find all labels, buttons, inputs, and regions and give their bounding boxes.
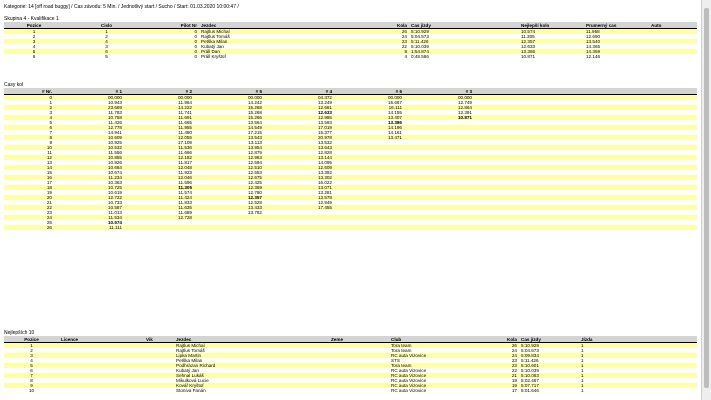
laps-header-1: # 1 [54,88,124,95]
best-cell: Lipka Martin [174,353,329,358]
laps-cell: 10.871 [404,115,474,120]
best-cell: 1 [579,353,697,358]
best-cell: RC auta Vizovice [389,368,489,373]
best-cell: Rajtlus Tomáš [174,348,329,353]
group-cell: 13.540 [584,39,649,44]
best-cell: Podhrázan Richard [174,363,329,368]
best-cell: 9 [4,383,59,388]
laps-cell: 3 [4,110,54,115]
laps-cell: 12.553 [194,170,264,175]
best-cell: RC auta Vizovice [389,388,489,393]
best-cell: 10 [4,388,59,393]
laps-cell: 12.048 [124,165,194,170]
laps-cell: 23.669 [54,105,124,110]
laps-cell: 00.000 [194,95,264,101]
laps-cell: 10.943 [54,100,124,105]
group-cell: Rajtlus Michal [199,29,364,35]
laps-cell: 16 [4,175,54,180]
laps-cell: 12.391 [404,110,474,115]
laps-cell: 13.281 [264,190,334,195]
best-cell: Rajtlus Michal [174,343,329,349]
laps-cell: 12.722 [54,195,124,200]
laps-cell: 00.000 [124,95,194,101]
laps-cell: 0 [4,95,54,101]
laps-cell: 11.817 [124,160,194,165]
best-cell: 5:10.063 [519,373,579,378]
best-cell: 8 [4,378,59,383]
laps-cell: 14.549 [194,125,264,130]
best-cell: Kubatý Jan [174,368,329,373]
laps-cell: 10.532 [54,145,124,150]
group-cell: 0 [149,34,199,39]
vertical-scrollbar[interactable] [701,0,711,400]
laps-cell: 13.144 [264,155,334,160]
laps-cell: 12.985 [264,115,334,120]
group-cell: 0 [149,44,199,49]
group-cell: 6 [4,54,64,59]
laps-cell: 15.667 [334,100,404,105]
best-header-1: Licence [59,336,144,343]
group-cell: 5 [4,49,64,54]
best-cell: RC auta Vizovice [389,353,489,358]
group-cell: 24 [364,34,409,39]
laps-cell: 12.681 [264,105,334,110]
group-cell: 3 [4,39,64,44]
best-header-4: Zeme [329,336,389,343]
group-cell: 12.357 [519,39,584,44]
best-cell: 1 [579,383,697,388]
laps-cell: 14.095 [264,160,334,165]
best-cell: Tora team [389,343,489,349]
laps-header-3: # 5 [194,88,264,95]
best-cell: 19 [489,383,519,388]
laps-cell: 12.357 [194,195,264,200]
laps-cell: 14.161 [334,130,404,135]
group-header-2: Pilot Nr [149,22,199,29]
laps-cell: 17.019 [264,125,334,130]
group-cell: 1 [64,29,149,35]
group-cell: 5:11.426 [409,39,519,44]
best-header-3: Jezdec [174,336,329,343]
laps-cell: 6 [4,125,54,130]
best-cell: Kovář Kryštof [174,383,329,388]
laps-cell: 1 [4,100,54,105]
scrollbar-thumb[interactable] [704,8,709,388]
group-cell: 3 [64,44,149,49]
laps-cell: 11.426 [54,120,124,125]
group-cell: 11.958 [584,29,649,35]
best-header-5: Club [389,336,489,343]
group-table [4,22,697,59]
laps-cell: 7 [4,130,54,135]
laps-cell: 11.111 [54,225,124,230]
laps-cell: 15.377 [264,130,334,135]
laps-cell: 00.000 [54,95,124,101]
laps-cell: 23 [4,210,54,215]
laps-cell: 11.534 [54,215,124,220]
group-cell: 14.365 [584,44,649,49]
best-cell: 19 [489,378,519,383]
group-cell: Práll Dan [199,49,364,54]
laps-cell: 10.725 [54,185,124,190]
group-cell: 11.305 [519,34,584,39]
best-cell: 1 [4,343,59,349]
laps-cell: 17.455 [264,205,334,210]
best-cell: RC auta Vizovice [389,373,489,378]
laps-cell: 13 [4,160,54,165]
laps-cell: 12.055 [124,135,194,140]
group-cell: Kubatý Jan [199,44,364,49]
best-cell: Tora team [389,363,489,368]
laps-cell [404,225,474,230]
laps-cell: 13.954 [194,145,264,150]
group-cell: 6 [64,49,149,54]
laps-cell: 13.302 [264,175,334,180]
best-cell [329,388,389,393]
group-cell: 12.146 [584,54,649,59]
best-cell: 5:01.646 [519,388,579,393]
best-cell: 1 [579,363,697,368]
best-cell: 5:09.834 [519,353,579,358]
group-header-7: Prumerný cas [584,22,649,29]
best-cell: 5:02.467 [519,378,579,383]
laps-cell: 00.000 [404,95,474,101]
best-cell: 1 [579,358,697,363]
best-cell: 1 [579,378,697,383]
best-cell: 5:10.929 [519,343,579,349]
laps-cell: 11.424 [124,195,194,200]
laps-cell: 13.578 [264,195,334,200]
laps-cell: 17.215 [194,130,264,135]
best-cell: 1 [579,368,697,373]
laps-cell: 04.372 [264,95,334,101]
best-cell: RC auta Vizovice [389,383,489,388]
laps-cell [334,225,404,230]
group-header-6: Nejlepší kolo [519,22,584,29]
best-cell: 26 [489,343,519,349]
best-title: Nejlepších 10 [4,330,35,336]
laps-cell: 15.268 [194,105,264,110]
group-cell: 5:10.039 [409,44,519,49]
best-header-0: Pozice [4,336,59,343]
laps-cell: 8 [4,135,54,140]
laps-cell: 10.363 [54,180,124,185]
laps-cell: 11.955 [124,125,194,130]
group-cell: 10.871 [519,54,584,59]
group-cell [649,54,697,59]
laps-cell: 10.609 [54,135,124,140]
group-cell: 4 [364,54,409,59]
laps-cell: 12.369 [194,185,264,190]
group-cell: Rajtlus Tomáš [199,34,364,39]
laps-cell: 9 [4,140,54,145]
group-header-1: Cislo [64,22,149,29]
best-cell: 5 [4,363,59,368]
laps-cell: 5 [4,120,54,125]
group-cell: 12.690 [584,34,649,39]
group-cell: 8 [364,49,409,54]
group-title: Skupina 4 - Kvalifikace 1 [4,16,59,22]
laps-cell: 15 [4,170,54,175]
report-title: Kategorie: 14 [off road buggy] / Cas závodu: 5 Min. / Jednotlivý start / Sucho / Start: 01.03.2020 10:00:47 / [4,4,239,10]
best-header-7: Cas jízdy [519,336,579,343]
best-cell: 22 [489,368,519,373]
laps-title: Casy kol [4,82,24,88]
best-cell: 17 [489,388,519,393]
laps-cell: 13.071 [264,185,334,190]
laps-cell: 11.596 [124,180,194,185]
laps-cell: 13.564 [194,120,264,125]
laps-cell: 12.864 [404,105,474,110]
laps-cell: 10.587 [54,205,124,210]
laps-cell: 11.574 [124,190,194,195]
laps-cell: 12.675 [194,175,264,180]
group-cell: 5:10.929 [409,29,519,35]
best-cell: 23 [489,358,519,363]
best-cell: 24 [489,348,519,353]
best-cell [59,388,144,393]
group-header-5: Cas jízdy [409,22,519,29]
group-cell: Práll Kryštof [199,54,364,59]
laps-cell: 12.425 [194,180,264,185]
laps-cell: 11.741 [124,110,194,115]
laps-cell: 20 [4,195,54,200]
laps-cell: 22 [4,205,54,210]
laps-cell: 10.733 [54,200,124,205]
laps-cell: 13.407 [334,115,404,120]
laps-cell: 12.728 [124,215,194,220]
laps-cell: 10 [4,145,54,150]
laps-cell: 14.196 [334,125,404,130]
group-cell: 12.633 [519,44,584,49]
laps-cell: 21 [4,200,54,205]
best-cell: 5:10.039 [519,368,579,373]
laps-cell: 12.528 [194,200,264,205]
laps-cell: 12.879 [194,150,264,155]
laps-cell: 14 [4,165,54,170]
group-cell: 5 [64,54,149,59]
best-cell: 5:07.717 [519,383,579,388]
laps-cell: 15.268 [194,110,264,115]
laps-cell: 13.543 [194,135,264,140]
laps-cell: 12.780 [194,190,264,195]
best-cell: 1 [579,348,697,353]
laps-cell: 12 [4,155,54,160]
laps-cell: 12.828 [264,150,334,155]
laps-header-6: # 3 [404,88,474,95]
laps-cell: 11.666 [124,150,194,155]
group-cell: 0 [149,29,199,35]
group-cell: 4 [4,44,64,49]
laps-cell: 11.536 [124,145,194,150]
best-cell: 1 [579,373,697,378]
group-header-3: Jezdec [199,22,364,29]
table-row [4,388,697,393]
group-cell: 1:54.874 [409,49,519,54]
laps-cell: 12.046 [124,175,194,180]
laps-cell: 13.386 [334,120,404,125]
laps-cell: 17 [4,180,54,185]
laps-cell: 11.833 [124,200,194,205]
best-cell: 1 [579,388,697,393]
best-cell: 24 [489,353,519,358]
best-cell: 4 [4,358,59,363]
laps-cell: 26 [4,225,54,230]
laps-cell: 14.242 [194,100,264,105]
best-header-2: Vik [144,336,174,343]
laps-cell: 17.109 [124,140,194,145]
laps-cell: 13.433 [194,205,264,210]
best-cell: 5:11.426 [519,358,579,363]
laps-cell: 11.964 [124,100,194,105]
group-cell: 0:48.586 [409,54,519,59]
laps-cell: 12.182 [124,155,194,160]
best-header-6: Kola [489,336,519,343]
laps-cell: 10.619 [54,190,124,195]
group-header-8: Auto [649,22,697,29]
laps-cell: 25 [4,220,54,225]
laps-table [4,88,697,230]
group-cell: 22 [364,44,409,49]
group-header-4: Kola [364,22,409,29]
laps-cell-filler [474,225,697,230]
laps-cell: 12.778 [54,125,124,130]
group-cell: 14.359 [584,49,649,54]
laps-cell: 10.926 [54,160,124,165]
table-row [4,54,697,59]
laps-cell: 12.749 [404,100,474,105]
best-cell: 5:04.573 [519,348,579,353]
group-cell: 4 [64,39,149,44]
laps-cell: 20.978 [264,135,334,140]
laps-cell: 16.022 [264,180,334,185]
laps-cell: 10.574 [54,220,124,225]
laps-cell: 11.691 [124,115,194,120]
laps-cell: 10.674 [54,170,124,175]
best-cell: 2 [4,348,59,353]
group-cell: 1 [4,29,64,35]
best-cell: Petška Milan [174,358,329,363]
best-cell: Mikulková Lucie [174,378,329,383]
laps-cell: 13.532 [264,140,334,145]
laps-cell: 12.949 [264,200,334,205]
laps-cell: 13.113 [194,140,264,145]
laps-cell: 12.510 [194,165,264,170]
group-cell: 2 [64,34,149,39]
laps-cell: 11.783 [54,110,124,115]
table-row [4,225,697,230]
laps-cell: 12.594 [194,160,264,165]
laps-cell: 11.635 [124,205,194,210]
laps-header-2: # 2 [124,88,194,95]
laps-cell: 12.609 [264,165,334,170]
laps-cell: 11.013 [54,210,124,215]
best-cell [144,388,174,393]
best-cell: 21 [489,373,519,378]
best-cell: 5:10.601 [519,363,579,368]
laps-cell: 13.782 [194,210,264,215]
best-cell: 7 [4,373,59,378]
best-cell: Sehnal Lukáš [174,373,329,378]
best-table [4,336,697,393]
laps-cell: 12.963 [194,155,264,160]
laps-cell: 10.925 [54,140,124,145]
laps-cell: 14.155 [334,110,404,115]
laps-cell: 13.593 [264,120,334,125]
laps-cell: 11.305 [124,185,194,190]
laps-cell: 10.855 [54,155,124,160]
group-cell: 0 [149,49,199,54]
group-cell: 0 [149,39,199,44]
group-cell: 5:04.573 [409,34,519,39]
group-cell: 23 [364,39,409,44]
laps-cell: 11.480 [124,130,194,135]
laps-cell: 11.665 [124,120,194,125]
laps-cell: 11.689 [124,210,194,215]
group-cell: 26 [364,29,409,35]
laps-cell: 11.556 [54,150,124,155]
best-cell: 6 [4,368,59,373]
laps-cell: 24 [4,215,54,220]
laps-cell [194,225,264,230]
laps-cell: 2 [4,105,54,110]
laps-cell: 15.266 [194,115,264,120]
laps-cell: 16.111 [334,105,404,110]
best-cell: 3 [4,353,59,358]
laps-cell: 14.222 [124,105,194,110]
group-cell: 0 [149,54,199,59]
laps-cell [264,225,334,230]
best-header-8: Jízda [579,336,697,343]
best-cell: RC auta Vizovice [389,378,489,383]
laps-header-4: # 4 [264,88,334,95]
laps-cell: 18 [4,185,54,190]
laps-cell: 00.000 [334,95,404,101]
group-cell: 10.574 [519,29,584,35]
best-cell: Tora team [389,348,489,353]
group-header-0: Pozice [4,22,64,29]
laps-cell: 11.234 [54,175,124,180]
laps-cell: 19 [4,190,54,195]
laps-header-0: # Nr. [4,88,54,95]
laps-cell: 10.684 [54,165,124,170]
best-cell: STS [389,358,489,363]
laps-cell: 11.923 [124,170,194,175]
laps-cell: 13.471 [334,135,404,140]
group-cell: Petška Milan [199,39,364,44]
best-cell: 23 [489,363,519,368]
group-cell: 13.386 [519,49,584,54]
laps-cell [124,225,194,230]
laps-cell: 14.941 [54,130,124,135]
laps-cell: 10.758 [54,115,124,120]
best-cell: Stoniva Fanán [174,388,329,393]
laps-cell: 13.249 [264,100,334,105]
laps-cell: 13.643 [264,145,334,150]
laps-header-5: # 6 [334,88,404,95]
best-cell: 1 [579,343,697,349]
laps-cell: 4 [4,115,54,120]
laps-cell: 12.633 [264,110,334,115]
group-cell: 2 [4,34,64,39]
laps-cell: 11 [4,150,54,155]
laps-cell: 13.392 [264,170,334,175]
